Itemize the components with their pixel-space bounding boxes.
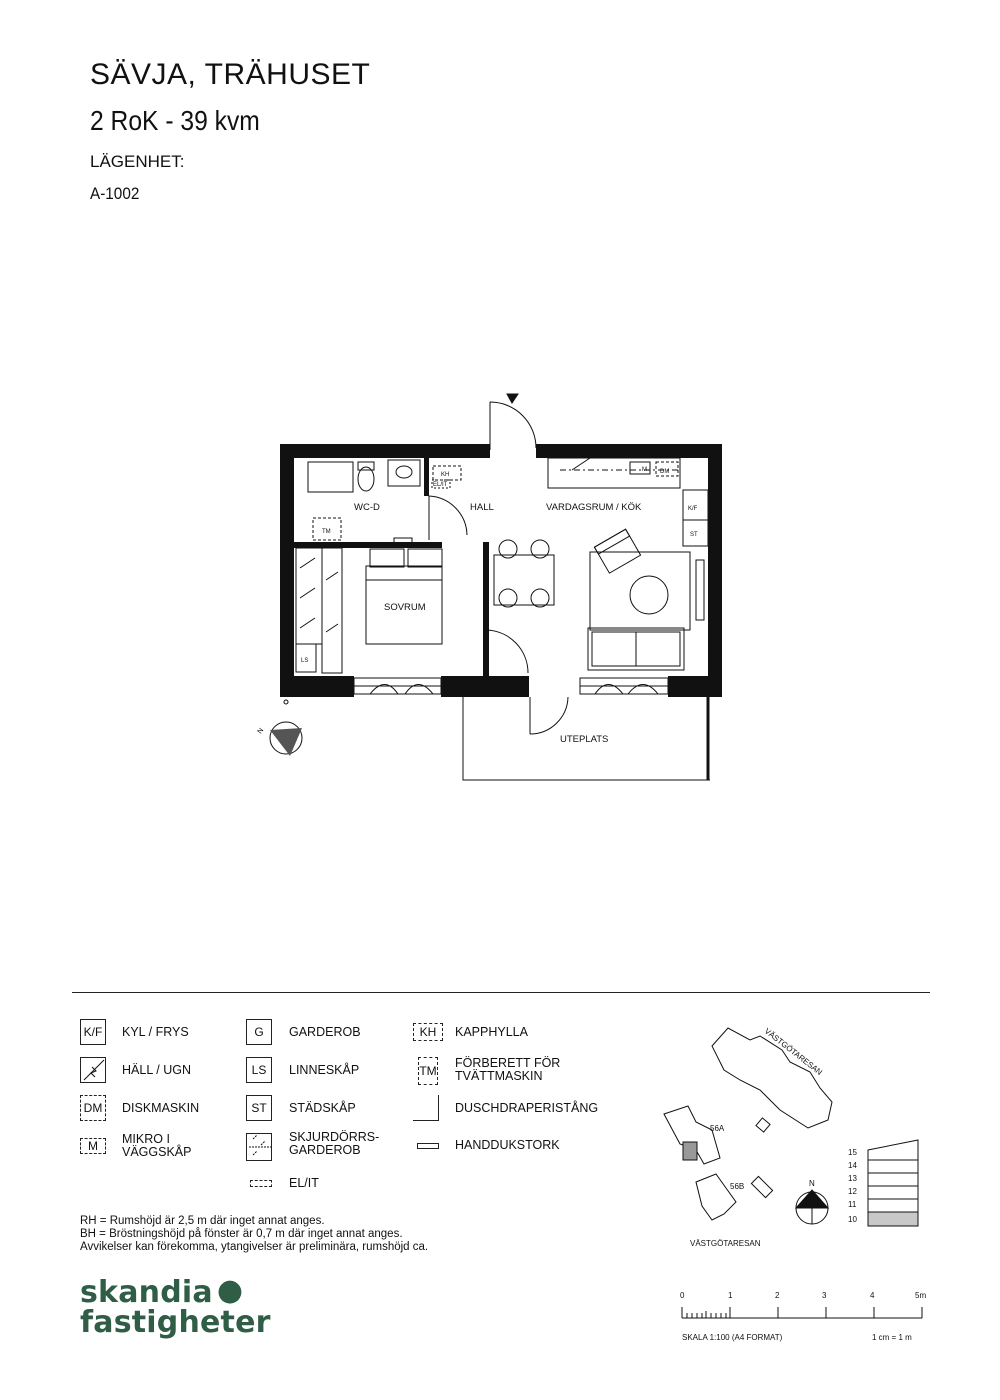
apartment-label: LÄGENHET: [90, 152, 185, 171]
site-map [640, 1010, 940, 1260]
wall-bedroom-living [483, 542, 489, 676]
legend-kh-icon: KH [413, 1023, 443, 1041]
street-bottom: VÄSTGÖTARESAN [690, 1239, 761, 1248]
wall-south-b [441, 676, 529, 697]
apartment-size: 2 RoK - 39 kvm [90, 105, 260, 136]
plan-compass [257, 700, 302, 756]
hob-oven-icon [80, 1057, 106, 1083]
legend-g-label: GARDEROB [289, 1025, 361, 1039]
legend-elit-label: EL/IT [289, 1176, 319, 1190]
floor-12: 12 [848, 1187, 857, 1196]
towel-rail-icon [417, 1143, 439, 1149]
tag-kh: KH [441, 472, 450, 478]
scale-tick-2: 2 [775, 1291, 780, 1300]
tag-ls: LS [301, 658, 309, 664]
legend-g-icon: G [246, 1019, 272, 1045]
sliding-wardrobe-icon [246, 1133, 272, 1161]
entrance-marker [507, 394, 518, 403]
elit-icon [250, 1180, 272, 1187]
wall-south-c [668, 676, 722, 697]
wall-wc-bedroom [292, 542, 442, 548]
shower-rail-icon [413, 1095, 439, 1121]
floor-15: 15 [848, 1148, 857, 1157]
legend-divider [72, 992, 930, 993]
skandia-logo [80, 1273, 271, 1340]
room-living: VARDAGSRUM / KÖK [546, 502, 642, 513]
room-wc: WC-D [354, 502, 380, 513]
wall-north-left [280, 444, 490, 458]
tag-dm: DM [660, 469, 670, 475]
legend-hob-label: HÄLL / UGN [122, 1063, 192, 1077]
floor-11: 11 [848, 1200, 857, 1209]
legend-m-label: MIKRO I VÄGGSKÅP [122, 1132, 192, 1159]
note-rh: RH = Rumshöjd är 2,5 m där inget annat anges. [80, 1215, 325, 1227]
legend-kf-icon: K/F [80, 1019, 106, 1045]
logo-line2: fastigheter [80, 1305, 271, 1340]
legend-tm-label: FÖRBERETT FÖR TVÄTTMASKIN [455, 1056, 561, 1083]
street-top: VÄSTGÖTARESAN [762, 1026, 824, 1077]
room-patio: UTEPLATS [560, 734, 609, 745]
scale-bar [670, 1285, 950, 1345]
floor-10: 10 [848, 1215, 857, 1224]
logo-line1: skandia [80, 1275, 213, 1310]
tag-tm: TM [322, 529, 331, 535]
legend-dm-label: DISKMASKIN [122, 1101, 200, 1115]
note-bh: BH = Bröstningshöjd på fönster är 0,7 m där inget annat anges. [80, 1228, 403, 1240]
scale-tick-5: 5m [915, 1291, 927, 1300]
scale-tick-3: 3 [822, 1291, 827, 1300]
building-56b: 56B [730, 1182, 745, 1191]
scale-ratio: 1 cm = 1 m [872, 1333, 912, 1342]
legend-dm-icon: DM [80, 1095, 106, 1121]
wall-north-right [536, 444, 722, 458]
legend-ls-icon: LS [246, 1057, 272, 1083]
room-bedroom: SOVRUM [384, 602, 426, 613]
legend-kf-label: KYL / FRYS [122, 1025, 189, 1039]
legend-tm-icon: TM [418, 1057, 438, 1085]
wall-south-a [280, 676, 354, 697]
legend-st-icon: ST [246, 1095, 272, 1121]
apartment-id: A-1002 [90, 184, 140, 203]
scale-tick-0: 0 [680, 1291, 685, 1300]
legend-kh-label: KAPPHYLLA [455, 1025, 528, 1039]
legend-sliding-label: SKJURDÖRRS- GARDEROB [289, 1130, 380, 1157]
note-deviations: Avvikelser kan förekomma, ytangivelser är preliminära, rumshöjd ca. [80, 1241, 429, 1253]
legend-st-label: STÄDSKÅP [289, 1101, 356, 1115]
building-56a: 56A [710, 1124, 725, 1133]
room-hall: HALL [470, 502, 494, 513]
floor-13: 13 [848, 1174, 857, 1183]
floor-14: 14 [848, 1161, 857, 1170]
wall-wc-hall [424, 456, 429, 496]
logo-colon: ● [216, 1273, 244, 1308]
legend-ls-label: LINNESKÅP [289, 1063, 360, 1077]
legend-m-icon: M [80, 1138, 106, 1154]
legend-towel-label: HANDDUKSTORK [455, 1138, 560, 1152]
tag-elit: EL/IT [433, 482, 448, 488]
tag-st: ST [690, 532, 698, 538]
plan-notes [80, 1215, 428, 1254]
project-title: SÄVJA, TRÄHUSET [90, 58, 371, 91]
wall-east [708, 444, 722, 697]
site-north: N [809, 1179, 815, 1188]
scale-tick-4: 4 [870, 1291, 875, 1300]
legend-shower-label: DUSCHDRAPERISTÅNG [455, 1101, 599, 1115]
plan-north-label: N [256, 727, 266, 736]
wall-west [280, 444, 294, 697]
tag-kf: K/F [688, 506, 698, 512]
scale-tick-1: 1 [728, 1291, 733, 1300]
tag-m: M [642, 467, 647, 473]
scale-caption: SKALA 1:100 (A4 FORMAT) [682, 1333, 783, 1342]
